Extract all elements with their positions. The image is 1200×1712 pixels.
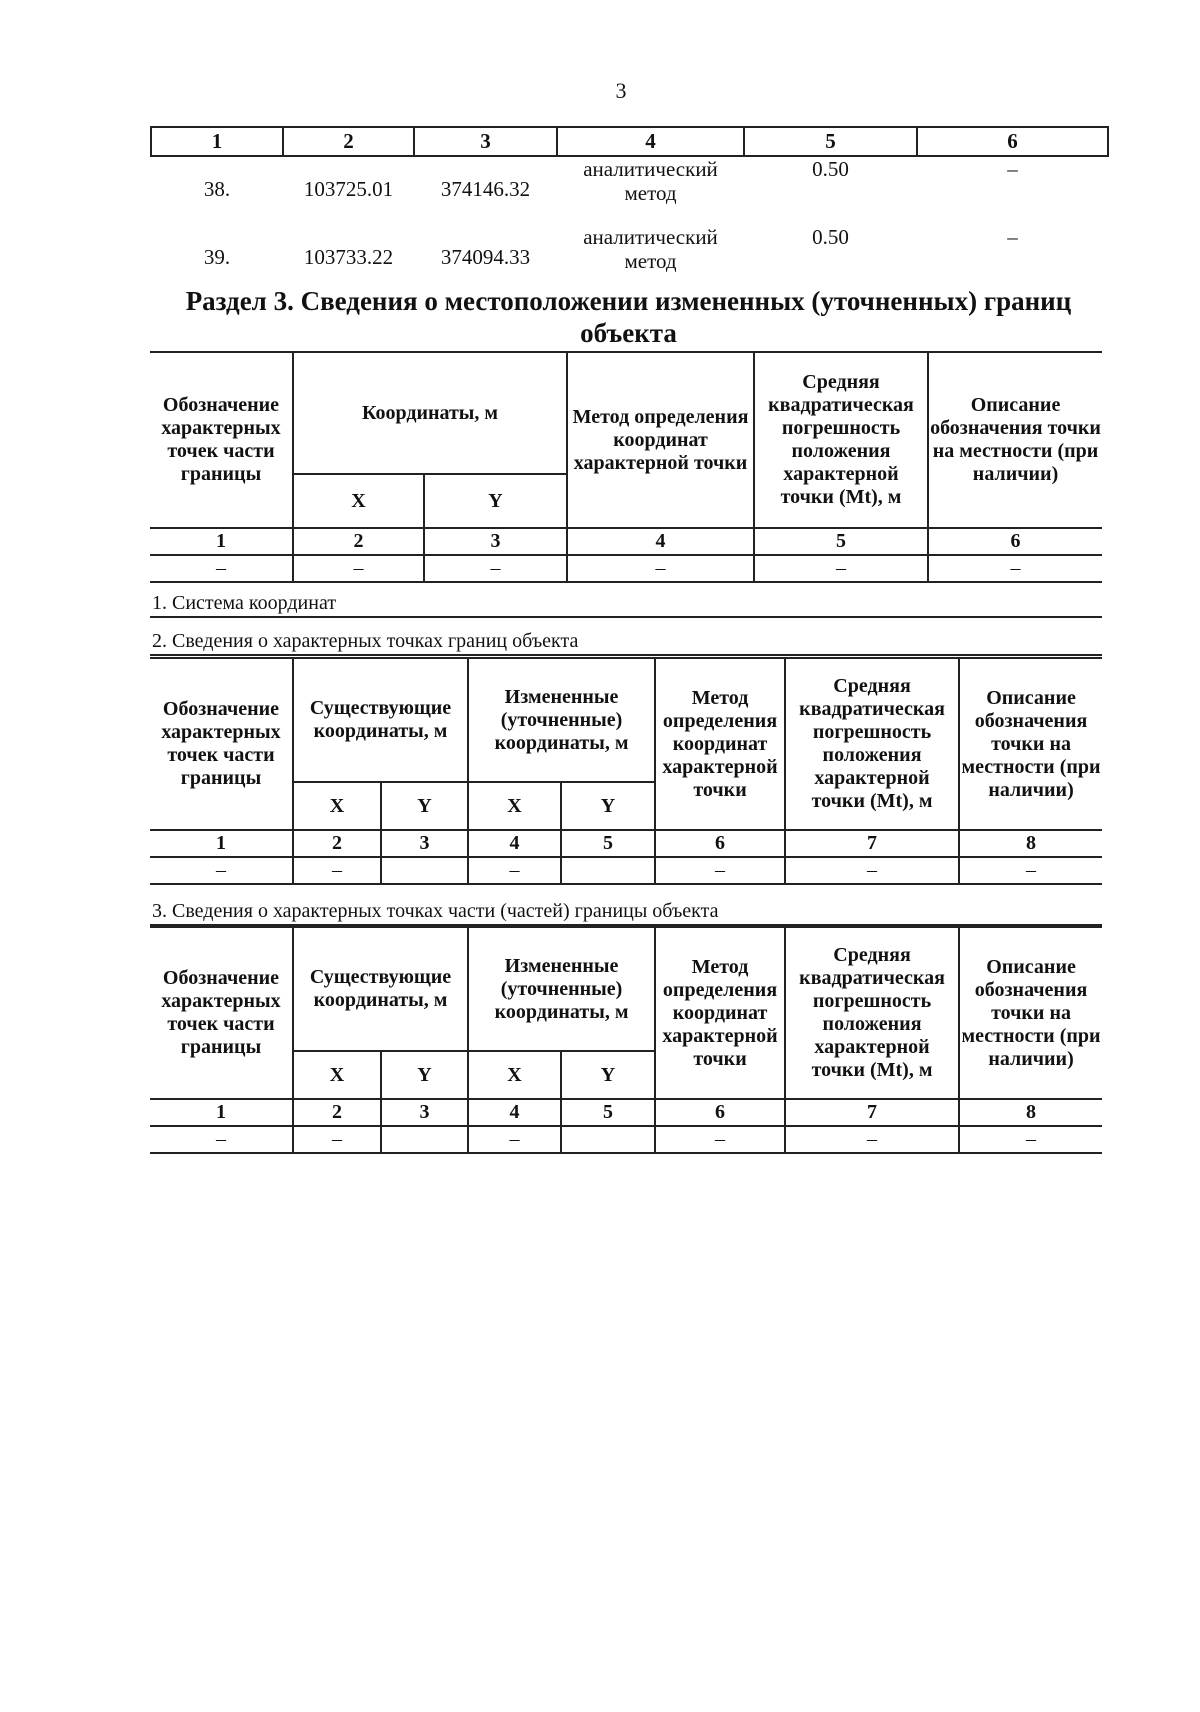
table-row <box>150 857 1102 884</box>
coordinate-y: 374094.33 <box>440 245 531 269</box>
column-numbers-row <box>151 127 1108 156</box>
header-x: X <box>293 1051 381 1099</box>
column-number: 2 <box>293 528 424 555</box>
header-changed-coordinates: Измененные (уточненные) координаты, м <box>468 927 655 1051</box>
boundary-points-table <box>150 657 1102 885</box>
column-number: 1 <box>151 127 283 156</box>
table-cell <box>381 857 468 884</box>
column-number: 4 <box>468 830 561 857</box>
column-number: 6 <box>928 528 1102 555</box>
column-number: 4 <box>567 528 754 555</box>
table-cell <box>561 1126 655 1153</box>
table-cell: – <box>785 857 959 884</box>
column-number: 3 <box>414 127 557 156</box>
coordinate-y: 374146.32 <box>440 177 531 201</box>
boundary-points-caption: 2. Сведения о характерных точках границ объекта <box>150 628 1102 656</box>
header-y: Y <box>561 782 655 830</box>
header-row <box>150 658 1102 782</box>
header-y: Y <box>561 1051 655 1099</box>
header-point: Обозначение характерных точек части границы <box>150 658 293 830</box>
header-y: Y <box>381 782 468 830</box>
table-row <box>150 555 1102 582</box>
column-number: 5 <box>561 830 655 857</box>
header-point: Обозначение характерных точек части границы <box>150 352 293 528</box>
header-existing-coordinates: Существующие координаты, м <box>293 927 468 1051</box>
table-cell <box>561 857 655 884</box>
column-number: 2 <box>293 830 381 857</box>
header-method: Метод определения координат характерной точки <box>655 658 785 830</box>
column-number: 5 <box>561 1099 655 1126</box>
method: аналитический метод <box>583 157 718 206</box>
header-method: Метод определения координат характерной точки <box>655 927 785 1099</box>
header-coordinates: Координаты, м <box>293 352 567 474</box>
column-number: 6 <box>655 1099 785 1126</box>
point-number: 38. <box>203 177 231 201</box>
column-numbers-row <box>150 528 1102 555</box>
table-cell: – <box>928 555 1102 582</box>
table-cell: – <box>293 1126 381 1153</box>
column-number: 8 <box>959 830 1102 857</box>
table-cell: – <box>468 1126 561 1153</box>
table-cell: – <box>150 555 293 582</box>
column-number: 1 <box>150 1099 293 1126</box>
table-cell: – <box>424 555 567 582</box>
table-cell: – <box>468 857 561 884</box>
column-number: 1 <box>150 528 293 555</box>
header-error: Средняя квадратическая погрешность положения характерной точки (Mt), м <box>785 927 959 1099</box>
table-cell: – <box>655 1126 785 1153</box>
table-row <box>151 156 1108 225</box>
table-cell: – <box>150 1126 293 1153</box>
column-number: 1 <box>150 830 293 857</box>
table-cell: – <box>959 1126 1102 1153</box>
column-number: 2 <box>293 1099 381 1126</box>
header-description: Описание обозначения точки на местности (при наличии) <box>959 658 1102 830</box>
header-x: X <box>293 782 381 830</box>
table-cell: – <box>655 857 785 884</box>
column-number: 5 <box>744 127 917 156</box>
header-row <box>150 927 1102 1051</box>
header-y: Y <box>424 474 567 528</box>
table-cell: – <box>293 555 424 582</box>
header-existing-coordinates: Существующие координаты, м <box>293 658 468 782</box>
column-number: 4 <box>468 1099 561 1126</box>
column-number: 8 <box>959 1099 1102 1126</box>
column-number: 4 <box>557 127 744 156</box>
mean-error: 0.50 <box>812 225 849 249</box>
table-cell <box>381 1126 468 1153</box>
part-points-table <box>150 926 1102 1154</box>
continuation-table <box>150 126 1109 293</box>
header-description: Описание обозначения точки на местности (при наличии) <box>959 927 1102 1099</box>
column-number: 6 <box>917 127 1108 156</box>
table-cell: – <box>150 857 293 884</box>
mean-error: 0.50 <box>812 157 849 181</box>
point-number: 39. <box>203 245 231 269</box>
table-cell: – <box>293 857 381 884</box>
column-number: 5 <box>754 528 928 555</box>
part-points-caption: 3. Сведения о характерных точках части (частей) границы объекта <box>150 898 1102 926</box>
table-cell: – <box>754 555 928 582</box>
header-point: Обозначение характерных точек части границы <box>150 927 293 1099</box>
header-description: Описание обозначения точки на местности (при наличии) <box>928 352 1102 528</box>
header-error: Средняя квадратическая погрешность положения характерной точки (Mt), м <box>785 658 959 830</box>
coordinate-x: 103733.22 <box>303 245 394 269</box>
header-method: Метод определения координат характерной точки <box>567 352 754 528</box>
coordinate-x: 103725.01 <box>303 177 394 201</box>
column-number: 3 <box>424 528 567 555</box>
changed-boundaries-table <box>150 351 1102 583</box>
point-description: – <box>1007 157 1018 181</box>
header-y: Y <box>381 1051 468 1099</box>
column-numbers-row <box>150 830 1102 857</box>
method: аналитический метод <box>583 225 718 274</box>
header-error: Средняя квадратическая погрешность положения характерной точки (Mt), м <box>754 352 928 528</box>
table-row <box>150 1126 1102 1153</box>
header-row <box>150 352 1102 474</box>
coord-system-caption: 1. Система координат <box>150 590 1102 618</box>
section-title: Раздел 3. Сведения о местоположении измененных (уточненных) границ объекта <box>185 286 1072 348</box>
table-cell: – <box>785 1126 959 1153</box>
table-cell: – <box>567 555 754 582</box>
point-description: – <box>1007 225 1018 249</box>
column-number: 7 <box>785 830 959 857</box>
column-number: 3 <box>381 830 468 857</box>
header-changed-coordinates: Измененные (уточненные) координаты, м <box>468 658 655 782</box>
table-row <box>151 225 1108 293</box>
header-x: X <box>468 1051 561 1099</box>
table-cell: – <box>959 857 1102 884</box>
column-number: 2 <box>283 127 414 156</box>
column-number: 3 <box>381 1099 468 1126</box>
column-number: 6 <box>655 830 785 857</box>
header-x: X <box>293 474 424 528</box>
column-numbers-row <box>150 1099 1102 1126</box>
page-number: 3 <box>615 78 627 103</box>
column-number: 7 <box>785 1099 959 1126</box>
header-x: X <box>468 782 561 830</box>
